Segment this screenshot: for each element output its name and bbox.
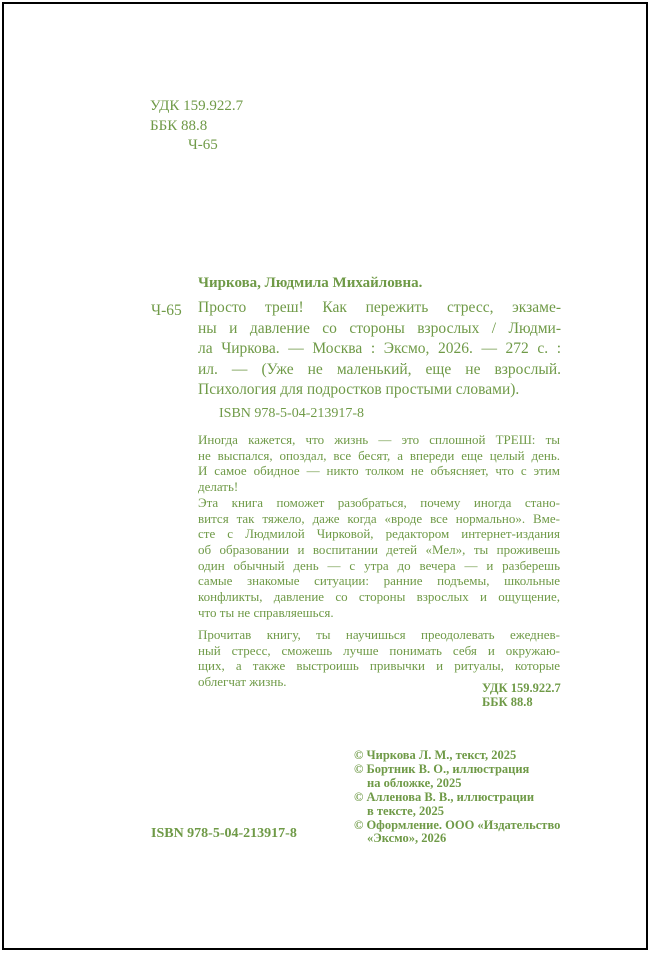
title-line: Психология для подростков простыми словами). bbox=[198, 381, 520, 398]
author-mark: Ч-65 bbox=[188, 137, 218, 153]
copyright-line: © Чиркова Л. М., текст, 2025 bbox=[354, 748, 517, 762]
isbn-entry: ISBN 978-5-04-213917-8 bbox=[219, 406, 365, 421]
udk-code-right: УДК 159.922.7 bbox=[482, 681, 561, 695]
udk-code: УДК 159.922.7 bbox=[150, 98, 244, 114]
bbk-code-right: ББК 88.8 bbox=[482, 695, 533, 709]
imprint-page bbox=[2, 2, 648, 950]
annotation-line: конфликты, давление со стороны взрослых и ощущение, bbox=[198, 589, 560, 605]
copyright-line: на обложке, 2025 bbox=[367, 775, 462, 790]
annotation-line: щих, а также выстроишь привычки и ритуалы, которые bbox=[198, 658, 560, 674]
annotation-line: делать! bbox=[198, 479, 239, 495]
annotation-line: облегчат жизнь. bbox=[198, 674, 287, 690]
bibliographic-description bbox=[198, 298, 561, 401]
bbk-code: ББК 88.8 bbox=[150, 118, 208, 134]
annotation-line: И самое обидное — никто толком не объясняет, что с этим bbox=[198, 463, 560, 479]
copyright-line: © Оформление. ООО «Издательство bbox=[354, 817, 561, 832]
annotation-line: один обычный день — с утра до вечера — и разберешь bbox=[198, 557, 560, 573]
annotation-line: не выспался, опоздал, все бесят, а впереди еще целый день. bbox=[198, 447, 560, 463]
title-line: ла Чиркова. — Москва : Эксмо, 2026. — 272 с. : bbox=[198, 340, 561, 357]
author-name: Чиркова, Людмила Михайловна. bbox=[198, 275, 423, 291]
author-mark-entry: Ч-65 bbox=[151, 302, 182, 319]
annotation-line: ный стресс, сможешь лучше понимать себя и окружаю- bbox=[198, 642, 560, 658]
isbn-footer: ISBN 978-5-04-213917-8 bbox=[151, 826, 297, 841]
copyright-block bbox=[354, 749, 560, 846]
title-line: ны и давление со стороны взрослых / Людми- bbox=[198, 319, 561, 337]
annotation-paragraph-2 bbox=[198, 495, 560, 621]
copyright-line: в тексте, 2025 bbox=[367, 803, 444, 818]
copyright-line: «Эксмо», 2026 bbox=[367, 831, 447, 846]
annotation-line: что ты не справляешься. bbox=[198, 604, 334, 620]
annotation-line: самые знакомые ситуации: ранние подъемы, школьные bbox=[198, 573, 560, 589]
annotation-line: Прочитав книгу, ты научишься преодолевать ежеднев- bbox=[198, 627, 560, 642]
copyright-line: © Алленова В. В., иллюстрации bbox=[354, 789, 535, 804]
annotation-line: сте с Людмилой Чирковой, редактором интернет-издания bbox=[198, 526, 560, 542]
annotation-paragraph-1 bbox=[198, 432, 560, 495]
title-line: ил. — (Уже не маленький, еще не взрослый. bbox=[198, 360, 561, 378]
copyright-line: © Бортник В. О., иллюстрация bbox=[354, 761, 530, 776]
annotation-line: об образовании и воспитании детей «Мел», ты проживешь bbox=[198, 542, 560, 558]
annotation-line: Эта книга поможет разобраться, почему иногда стано- bbox=[198, 495, 560, 510]
annotation-line: вится так тяжело, даже когда «вроде все нормально». Вме- bbox=[198, 510, 560, 526]
annotation-line: Иногда кажется, что жизнь — это сплошной ТРЕШ: ты bbox=[198, 432, 560, 447]
title-line: Просто треш! Как пережить стресс, экзаме- bbox=[198, 299, 561, 316]
